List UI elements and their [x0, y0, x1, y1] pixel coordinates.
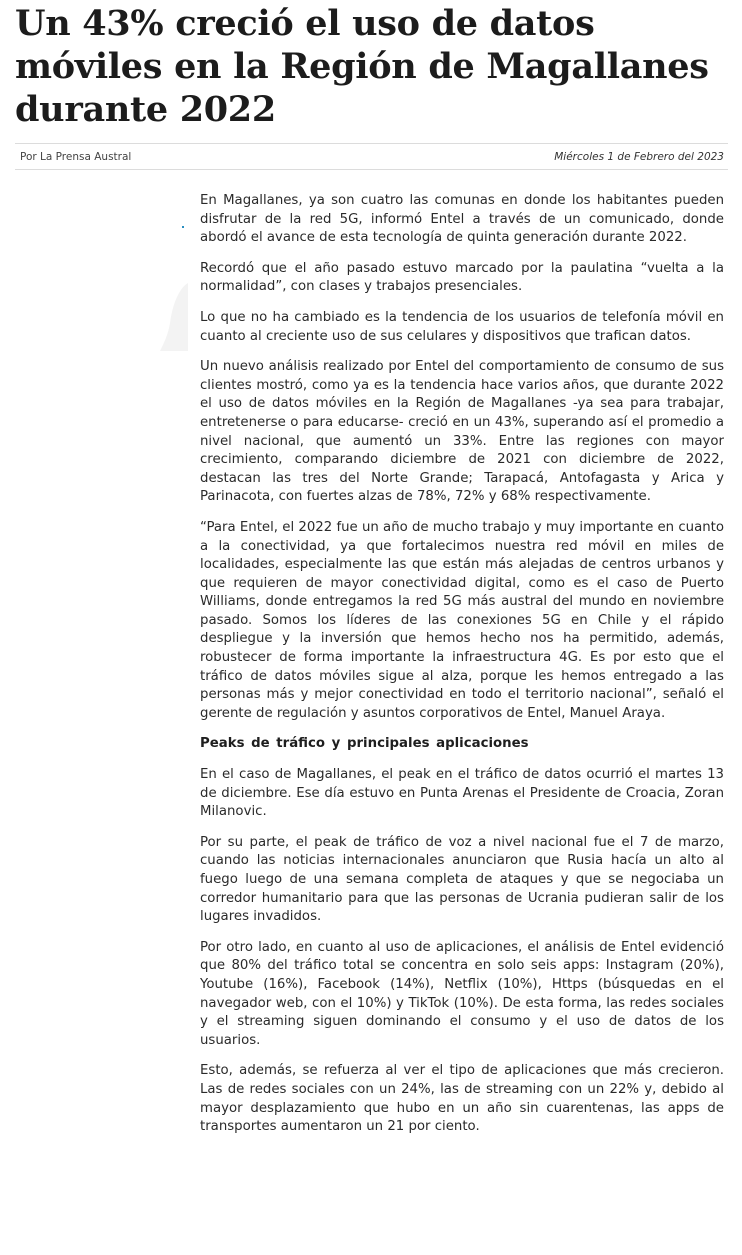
article-paragraph: Un nuevo análisis realizado por Entel del comportamiento de consumo de sus clientes mostró, como ya es la tendencia hace varios años, que durante 2022 el uso de datos móviles en la Región de Magallanes -ya sea para trabajar, entretenerse o para educarse- creció en un 43%, superando así el promedio a nivel nacional, que aumentó un 33%. Entre las regiones con mayor crecimiento, comparando diciembre de 2021 con diciembre de 2022, destacan las tres del Norte Grande; Tarapacá, Antofagasta y Arica y Parinacota, con fuertes alzas de 78%, 72% y 68% respectivamente.	[200, 359, 724, 505]
decorative-quote-shape	[160, 283, 188, 351]
article-paragraph: Recordó que el año pasado estuvo marcado por la paulatina “vuelta a la normalidad”, con clases y trabajos presenciales.	[200, 260, 724, 295]
article-paragraph: En el caso de Magallanes, el peak en el tráfico de datos ocurrió el martes 13 de diciembre. Ese día estuvo en Punta Arenas el Presidente de Croacia, Zoran Milanovic.	[200, 767, 724, 820]
article-paragraph: Por otro lado, en cuanto al uso de aplicaciones, el análisis de Entel evidenció que 80% del tráfico total se concentra en solo seis apps: Instagram (20%), Youtube (16%), Facebook (14%), Netflix (10%), Https (búsquedas en el navegador web, con el 10%) y TikTok (10%). De esta forma, las redes sociales y el streaming siguen dominando el consumo y el uso de datos de los usuarios.	[200, 939, 724, 1048]
article-body	[200, 192, 724, 1149]
byline-bar	[15, 143, 728, 170]
article-paragraph: Por su parte, el peak de tráfico de voz a nivel nacional fue el 7 de marzo, cuando las noticias internacionales anunciaron que Rusia hacía un alto al fuego luego de una semana completa de ataques y que se negociaba un corredor humanitario para que las personas de Ucrania pudieran salir de los lugares invadidos.	[200, 834, 724, 925]
article-subheading: Peaks de tráfico y principales aplicaciones	[200, 736, 529, 752]
article-paragraph: Esto, además, se refuerza al ver el tipo de aplicaciones que más crecieron. Las de redes sociales con un 24%, las de streaming con un 22% y, debido al mayor desplazamiento que hubo en un año sin cuarentenas, las apps de transportes aumentaron un 21 por ciento.	[200, 1063, 724, 1135]
article-paragraph: En Magallanes, ya son cuatro las comunas en donde los habitantes pueden disfrutar de la red 5G, informó Entel a través de un comunicado, donde abordó el avance de esta tecnología de quinta generación durante 2022.	[200, 193, 724, 246]
byline-author: Por La Prensa Austral	[20, 151, 132, 163]
article-headline: Un 43% creció el uso de datos móviles en la Región de Magallanes durante 2022	[15, 3, 709, 130]
article-paragraph: Lo que no ha cambiado es la tendencia de los usuarios de telefonía móvil en cuanto al creciente uso de sus celulares y dispositivos que trafican datos.	[200, 309, 724, 344]
sidebar-marker	[182, 226, 184, 228]
publish-date: Miércoles 1 de Febrero del 2023	[554, 151, 724, 163]
article-paragraph: “Para Entel, el 2022 fue un año de mucho trabajo y muy importante en cuanto a la conectividad, ya que fortalecimos nuestra red móvil en miles de localidades, especialmente las que están más alejadas de centros urbanos y que requieren de mayor conectividad digital, como es el caso de Puerto Williams, donde entregamos la red 5G más austral del mundo en noviembre pasado. Somos los líderes de las conexiones 5G en Chile y el rápido despliegue y la inversión que hemos hecho nos ha permitido, además, robustecer de forma importante la infraestructura 4G. Es por esto que el tráfico de datos móviles sigue al alza, porque les hemos entregado a las personas más y mejor conectividad en todo el territorio nacional”, señaló el gerente de regulación y asuntos corporativos de Entel, Manuel Araya.	[200, 519, 724, 721]
